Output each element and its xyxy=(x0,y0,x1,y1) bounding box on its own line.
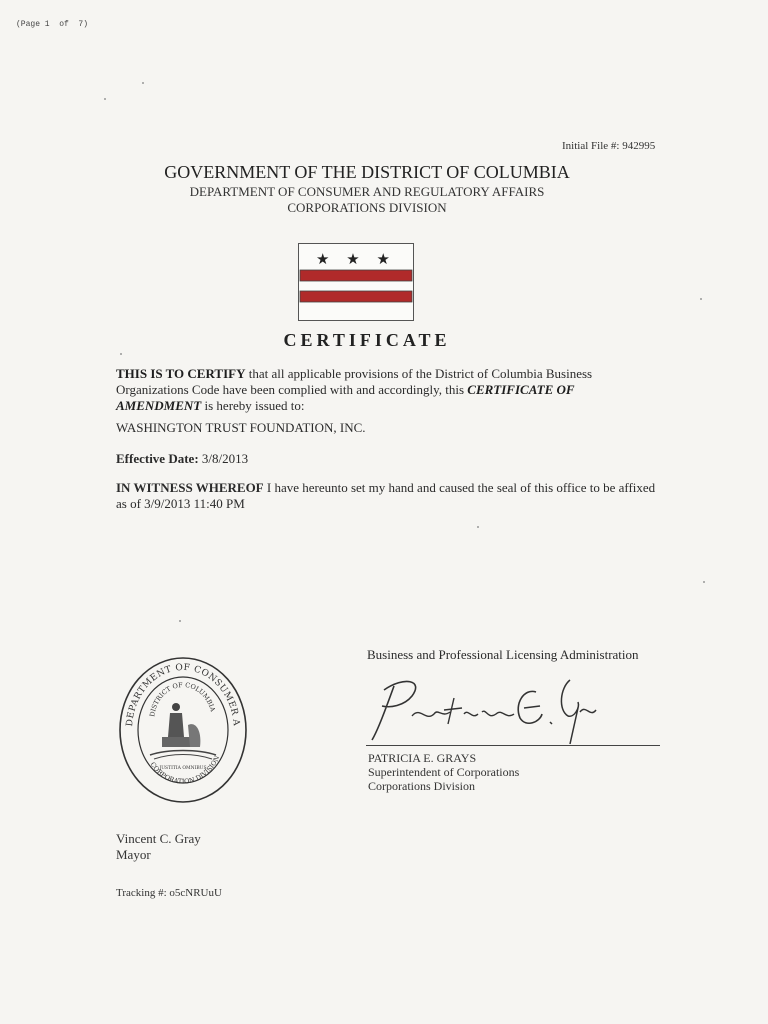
svg-text:DISTRICT OF COLUMBIA xyxy=(148,681,217,717)
certify-lead: THIS IS TO CERTIFY xyxy=(116,366,246,381)
scan-speck xyxy=(703,581,705,583)
scan-speck xyxy=(477,526,479,528)
effective-date-label: Effective Date: xyxy=(116,451,199,466)
effective-date-value: 3/8/2013 xyxy=(198,451,249,466)
scan-speck xyxy=(120,353,122,355)
witness-statement xyxy=(116,480,656,512)
signature-script-text: Patricia E. Grays xyxy=(479,744,489,745)
department-name: DEPARTMENT OF CONSUMER AND REGULATORY AFFAIRS xyxy=(189,184,545,199)
seal-figure xyxy=(150,703,216,759)
flag-stripe-top xyxy=(300,270,412,281)
government-title: GOVERNMENT OF THE DISTRICT OF COLUMBIA xyxy=(164,162,570,182)
handwritten-signature xyxy=(364,668,604,748)
seal-graphic xyxy=(118,655,248,805)
signer-name: PATRICIA E. GRAYS xyxy=(368,751,477,765)
tracking-number: Tracking #: o5cNRUuU xyxy=(116,887,222,899)
signer-block xyxy=(368,751,519,793)
official-seal xyxy=(118,655,248,805)
certificate-title: CERTIFICATE xyxy=(283,330,451,350)
department-block xyxy=(0,184,734,216)
signer-division: Corporations Division xyxy=(368,779,475,793)
page-indicator: (Page 1 of 7) xyxy=(16,20,89,29)
scan-speck xyxy=(104,98,106,100)
division-name: CORPORATIONS DIVISION xyxy=(287,200,447,215)
seal-motto: JUSTITIA OMNIBUS xyxy=(159,766,207,771)
mayor-name: Vincent C. Gray xyxy=(116,831,201,846)
seal-inner-text: DISTRICT OF COLUMBIA xyxy=(148,680,217,718)
flag-stars: ★ ★ ★ xyxy=(316,250,396,268)
signer-title: Superintendent of Corporations xyxy=(368,765,520,779)
certificate-type: CERTIFICATE OF AMENDMENT xyxy=(116,382,575,413)
scan-speck xyxy=(142,82,144,84)
mayor-title: Mayor xyxy=(116,847,151,862)
scan-speck xyxy=(700,298,702,300)
certify-text: that all applicable provisions of the District of Columbia Business Organizations Code have been complied with and accordingly, this xyxy=(116,366,593,397)
mayor-block xyxy=(116,831,201,863)
recipient-name: WASHINGTON TRUST FOUNDATION, INC. xyxy=(116,420,366,435)
scan-speck xyxy=(179,620,181,622)
effective-date xyxy=(116,451,248,467)
signature-graphic xyxy=(364,668,604,748)
seal-outer-text: DEPARTMENT OF CONSUMER A xyxy=(125,662,241,727)
certification-statement xyxy=(116,366,636,414)
witness-text: I have hereunto set my hand and caused the seal of this office to be affixed as of 3/9/2013 11:40 PM xyxy=(116,480,656,511)
seal-bottom-text: CORPORATION DIVISION xyxy=(148,754,222,786)
signature-line xyxy=(366,745,660,746)
witness-lead: IN WITNESS WHEREOF xyxy=(116,480,264,495)
flag-stripe-bottom xyxy=(300,291,412,302)
certify-end: is hereby issued to: xyxy=(201,398,305,413)
dc-flag xyxy=(298,243,414,321)
dc-flag-graphic xyxy=(298,243,414,321)
administration-name: Business and Professional Licensing Administration xyxy=(367,647,639,662)
initial-file-number: Initial File #: 942995 xyxy=(562,140,656,152)
